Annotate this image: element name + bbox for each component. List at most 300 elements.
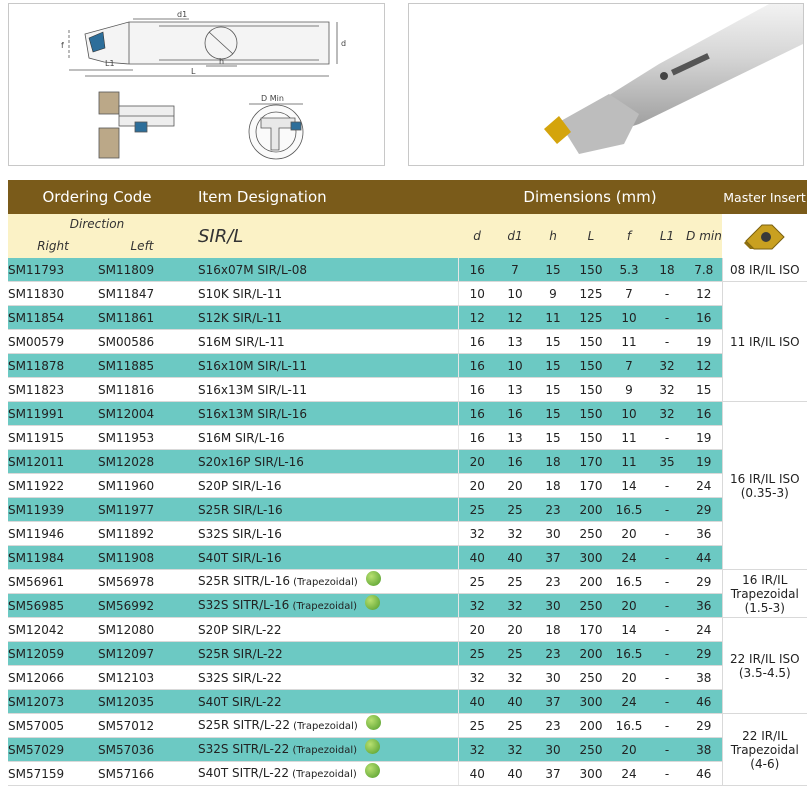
item-designation-cell xyxy=(186,666,458,690)
table-row xyxy=(8,546,807,570)
dim-dmin-cell: 7.8 xyxy=(686,258,722,282)
dim-d1-cell: 10 xyxy=(496,354,534,378)
item-designation-cell xyxy=(186,378,458,402)
table-row xyxy=(8,642,807,666)
dim-L1-cell: - xyxy=(648,498,686,522)
col-dmin-header: D min xyxy=(686,214,722,258)
dim-dmin-cell: 16 xyxy=(686,306,722,330)
dim-dmin-cell: 46 xyxy=(686,690,722,714)
dim-f-cell: 24 xyxy=(610,690,648,714)
left-code-cell: SM12097 xyxy=(98,642,186,666)
right-code-cell: SM12073 xyxy=(8,690,98,714)
table-body xyxy=(8,258,807,786)
right-header: Right xyxy=(8,234,98,258)
dim-dmin-cell: 19 xyxy=(686,426,722,450)
dim-d1-cell: 32 xyxy=(496,522,534,546)
dim-d1-cell: 13 xyxy=(496,330,534,354)
table-row xyxy=(8,762,807,786)
right-code-cell: SM11984 xyxy=(8,546,98,570)
green-circle-badge-icon xyxy=(365,763,380,778)
right-code-cell: SM57005 xyxy=(8,714,98,738)
specification-table xyxy=(8,180,807,786)
label-f: f xyxy=(61,41,64,50)
label-d1: d1 xyxy=(177,10,188,19)
dim-d1-cell: 25 xyxy=(496,642,534,666)
left-code-cell: SM12035 xyxy=(98,690,186,714)
dim-d1-cell: 32 xyxy=(496,594,534,618)
dim-L1-cell: - xyxy=(648,618,686,642)
dim-d1-cell: 25 xyxy=(496,498,534,522)
right-code-cell: SM11991 xyxy=(8,402,98,426)
dim-d-cell: 32 xyxy=(458,666,496,690)
trapezoidal-note: (Trapezoidal) xyxy=(289,745,358,756)
dim-L-cell: 250 xyxy=(572,594,610,618)
col-d1-header: d1 xyxy=(496,214,534,258)
green-circle-badge-icon xyxy=(365,595,380,610)
dim-h-cell: 15 xyxy=(534,378,572,402)
left-code-cell: SM11885 xyxy=(98,354,186,378)
item-designation-cell xyxy=(186,618,458,642)
master-insert-image xyxy=(722,214,807,258)
table-row xyxy=(8,354,807,378)
direction-header: Direction xyxy=(8,214,186,234)
dim-L1-cell: 32 xyxy=(648,378,686,402)
trapezoidal-note: (Trapezoidal) xyxy=(289,577,358,588)
table-row xyxy=(8,330,807,354)
dim-f-cell: 24 xyxy=(610,546,648,570)
dim-d1-cell: 25 xyxy=(496,714,534,738)
dim-f-cell: 20 xyxy=(610,666,648,690)
table-row xyxy=(8,618,807,642)
item-designation-cell xyxy=(186,738,458,762)
right-code-cell: SM00579 xyxy=(8,330,98,354)
trapezoidal-note: (Trapezoidal) xyxy=(289,601,358,612)
dim-dmin-cell: 16 xyxy=(686,402,722,426)
col-d-header: d xyxy=(458,214,496,258)
right-code-cell: SM56961 xyxy=(8,570,98,594)
dim-h-cell: 37 xyxy=(534,690,572,714)
dim-L1-cell: - xyxy=(648,738,686,762)
dim-L1-cell: - xyxy=(648,522,686,546)
dim-d-cell: 40 xyxy=(458,546,496,570)
right-code-cell: SM11915 xyxy=(8,426,98,450)
dim-L1-cell: - xyxy=(648,426,686,450)
item-designation-cell xyxy=(186,714,458,738)
dim-d-cell: 25 xyxy=(458,570,496,594)
dim-dmin-cell: 38 xyxy=(686,738,722,762)
dim-L1-cell: - xyxy=(648,474,686,498)
item-designation-cell xyxy=(186,546,458,570)
table-row xyxy=(8,570,807,594)
left-code-cell: SM12004 xyxy=(98,402,186,426)
dim-d1-cell: 7 xyxy=(496,258,534,282)
dim-h-cell: 23 xyxy=(534,570,572,594)
dim-f-cell: 20 xyxy=(610,522,648,546)
item-designation-cell xyxy=(186,258,458,282)
left-code-cell: SM11977 xyxy=(98,498,186,522)
left-code-cell: SM11960 xyxy=(98,474,186,498)
dim-L1-cell: - xyxy=(648,330,686,354)
item-designation-cell xyxy=(186,498,458,522)
item-designation-text: S25R SITR/L-16 xyxy=(198,574,290,588)
left-code-cell: SM56978 xyxy=(98,570,186,594)
dim-L-cell: 125 xyxy=(572,282,610,306)
dim-d-cell: 40 xyxy=(458,762,496,786)
dim-dmin-cell: 36 xyxy=(686,522,722,546)
dim-L1-cell: 32 xyxy=(648,402,686,426)
dim-L1-cell: - xyxy=(648,594,686,618)
item-designation-text: S25R SIR/L-22 xyxy=(198,646,283,661)
left-code-cell: SM11847 xyxy=(98,282,186,306)
dim-dmin-cell: 38 xyxy=(686,666,722,690)
dim-h-cell: 30 xyxy=(534,522,572,546)
dim-h-cell: 23 xyxy=(534,498,572,522)
dim-d-cell: 32 xyxy=(458,738,496,762)
table-row xyxy=(8,738,807,762)
dim-d1-cell: 20 xyxy=(496,474,534,498)
dim-dmin-cell: 29 xyxy=(686,642,722,666)
col-L-header: L xyxy=(572,214,610,258)
dim-dmin-cell: 19 xyxy=(686,330,722,354)
left-code-cell: SM57036 xyxy=(98,738,186,762)
item-designation-cell xyxy=(186,330,458,354)
dim-L-cell: 125 xyxy=(572,306,610,330)
item-designation-cell xyxy=(186,450,458,474)
header-row-primary xyxy=(8,180,807,214)
table-row xyxy=(8,474,807,498)
dim-d1-cell: 12 xyxy=(496,306,534,330)
dim-L-cell: 150 xyxy=(572,354,610,378)
dim-h-cell: 15 xyxy=(534,426,572,450)
right-code-cell: SM11946 xyxy=(8,522,98,546)
dim-L-cell: 170 xyxy=(572,474,610,498)
dim-d-cell: 12 xyxy=(458,306,496,330)
col-h-header: h xyxy=(534,214,572,258)
table-row xyxy=(8,714,807,738)
tool-photo xyxy=(408,3,804,166)
item-designation-cell xyxy=(186,762,458,786)
dim-h-cell: 15 xyxy=(534,330,572,354)
right-code-cell: SM11830 xyxy=(8,282,98,306)
dim-f-cell: 10 xyxy=(610,402,648,426)
dim-L-cell: 300 xyxy=(572,546,610,570)
dim-h-cell: 23 xyxy=(534,714,572,738)
dim-h-cell: 37 xyxy=(534,546,572,570)
left-code-cell: SM11892 xyxy=(98,522,186,546)
item-designation-text: S12K SIR/L-11 xyxy=(198,310,283,325)
right-code-cell: SM12011 xyxy=(8,450,98,474)
dim-dmin-cell: 24 xyxy=(686,474,722,498)
dim-f-cell: 7 xyxy=(610,354,648,378)
threading-insert-icon xyxy=(740,215,790,255)
dim-L-cell: 150 xyxy=(572,258,610,282)
dim-L1-cell: 18 xyxy=(648,258,686,282)
dim-d-cell: 25 xyxy=(458,714,496,738)
item-designation-text: S25R SITR/L-22 xyxy=(198,718,290,732)
dim-f-cell: 5.3 xyxy=(610,258,648,282)
dim-f-cell: 20 xyxy=(610,594,648,618)
label-h: h xyxy=(219,57,225,66)
dim-f-cell: 10 xyxy=(610,306,648,330)
right-code-cell: SM12066 xyxy=(8,666,98,690)
dim-dmin-cell: 44 xyxy=(686,546,722,570)
left-code-cell: SM12028 xyxy=(98,450,186,474)
green-circle-badge-icon xyxy=(366,715,381,730)
left-code-cell: SM11953 xyxy=(98,426,186,450)
dim-d1-cell: 16 xyxy=(496,402,534,426)
table-row xyxy=(8,306,807,330)
dim-dmin-cell: 29 xyxy=(686,498,722,522)
table-row xyxy=(8,402,807,426)
dim-f-cell: 16.5 xyxy=(610,642,648,666)
left-code-cell: SM57012 xyxy=(98,714,186,738)
item-designation-text: S10K SIR/L-11 xyxy=(198,286,283,301)
label-d: d xyxy=(341,39,347,48)
dim-h-cell: 15 xyxy=(534,354,572,378)
left-code-cell: SM12103 xyxy=(98,666,186,690)
dim-f-cell: 11 xyxy=(610,450,648,474)
dim-f-cell: 16.5 xyxy=(610,498,648,522)
dim-f-cell: 7 xyxy=(610,282,648,306)
table-row xyxy=(8,426,807,450)
dim-L-cell: 250 xyxy=(572,522,610,546)
dim-L1-cell: - xyxy=(648,690,686,714)
dim-h-cell: 18 xyxy=(534,474,572,498)
green-circle-badge-icon xyxy=(366,571,381,586)
dim-d1-cell: 40 xyxy=(496,546,534,570)
dim-h-cell: 30 xyxy=(534,666,572,690)
item-designation-header: Item Designation xyxy=(186,180,458,214)
dim-d-cell: 10 xyxy=(458,282,496,306)
dim-dmin-cell: 19 xyxy=(686,450,722,474)
dim-h-cell: 15 xyxy=(534,402,572,426)
item-designation-text: S40T SIR/L-22 xyxy=(198,694,282,709)
item-designation-cell xyxy=(186,642,458,666)
dim-f-cell: 14 xyxy=(610,474,648,498)
dim-L1-cell: 32 xyxy=(648,354,686,378)
left-code-cell: SM12080 xyxy=(98,618,186,642)
dim-h-cell: 30 xyxy=(534,738,572,762)
item-designation-cell xyxy=(186,474,458,498)
item-designation-text: S20P SIR/L-22 xyxy=(198,622,282,637)
table-row xyxy=(8,666,807,690)
dim-h-cell: 11 xyxy=(534,306,572,330)
dim-L-cell: 250 xyxy=(572,738,610,762)
item-designation-text: S32S SITR/L-22 xyxy=(198,742,290,756)
table-row xyxy=(8,498,807,522)
dim-d-cell: 16 xyxy=(458,258,496,282)
dim-d1-cell: 16 xyxy=(496,450,534,474)
dim-L1-cell: - xyxy=(648,642,686,666)
dim-L-cell: 150 xyxy=(572,426,610,450)
table-row xyxy=(8,258,807,282)
dim-L-cell: 170 xyxy=(572,450,610,474)
dim-h-cell: 23 xyxy=(534,642,572,666)
item-designation-text: S32S SIR/L-22 xyxy=(198,670,282,685)
col-f-header: f xyxy=(610,214,648,258)
right-code-cell: SM11823 xyxy=(8,378,98,402)
item-designation-text: S16x07M SIR/L-08 xyxy=(198,262,308,277)
dim-L-cell: 150 xyxy=(572,330,610,354)
dim-h-cell: 18 xyxy=(534,450,572,474)
dim-d-cell: 20 xyxy=(458,450,496,474)
master-insert-cell: 11 IR/IL ISO xyxy=(722,282,807,402)
left-code-cell: SM11809 xyxy=(98,258,186,282)
tool-dimension-diagram xyxy=(8,3,385,166)
item-designation-text: S16x10M SIR/L-11 xyxy=(198,358,308,373)
table-row xyxy=(8,594,807,618)
tool-photo-svg xyxy=(409,4,803,165)
table-row xyxy=(8,522,807,546)
left-code-cell: SM57166 xyxy=(98,762,186,786)
header-row-direction xyxy=(8,214,807,234)
dim-d-cell: 20 xyxy=(458,618,496,642)
dim-d1-cell: 32 xyxy=(496,738,534,762)
dim-L-cell: 250 xyxy=(572,666,610,690)
master-insert-cell: 22 IR/IL Trapezoidal (4-6) xyxy=(722,714,807,786)
dim-dmin-cell: 36 xyxy=(686,594,722,618)
item-designation-text: S20P SIR/L-16 xyxy=(198,478,282,493)
trapezoidal-note: (Trapezoidal) xyxy=(288,769,357,780)
dim-L1-cell: - xyxy=(648,762,686,786)
left-code-cell: SM00586 xyxy=(98,330,186,354)
item-designation-cell xyxy=(186,306,458,330)
dim-d-cell: 20 xyxy=(458,474,496,498)
right-code-cell: SM12042 xyxy=(8,618,98,642)
label-L1: L1 xyxy=(105,59,115,68)
left-code-cell: SM11908 xyxy=(98,546,186,570)
item-designation-text: S16M SIR/L-11 xyxy=(198,334,285,349)
green-circle-badge-icon xyxy=(365,739,380,754)
item-designation-text: S16x13M SIR/L-16 xyxy=(198,406,308,421)
dim-L-cell: 150 xyxy=(572,378,610,402)
table-row xyxy=(8,450,807,474)
master-insert-cell: 22 IR/IL ISO (3.5-4.5) xyxy=(722,618,807,714)
dim-d-cell: 32 xyxy=(458,594,496,618)
dim-f-cell: 11 xyxy=(610,330,648,354)
dim-d1-cell: 20 xyxy=(496,618,534,642)
left-header: Left xyxy=(98,234,186,258)
item-designation-text: S32S SIR/L-16 xyxy=(198,526,282,541)
dim-f-cell: 9 xyxy=(610,378,648,402)
right-code-cell: SM11878 xyxy=(8,354,98,378)
item-designation-text: S20x16P SIR/L-16 xyxy=(198,454,304,469)
dim-L-cell: 300 xyxy=(572,690,610,714)
dim-d-cell: 16 xyxy=(458,354,496,378)
dim-dmin-cell: 46 xyxy=(686,762,722,786)
item-designation-text: S40T SITR/L-22 xyxy=(198,766,289,780)
dim-d-cell: 25 xyxy=(458,642,496,666)
dim-L1-cell: - xyxy=(648,306,686,330)
dim-L-cell: 200 xyxy=(572,570,610,594)
item-designation-cell xyxy=(186,594,458,618)
item-designation-text: S16x13M SIR/L-11 xyxy=(198,382,308,397)
col-L1-header: L1 xyxy=(648,214,686,258)
dim-d-cell: 16 xyxy=(458,426,496,450)
master-insert-cell: 16 IR/IL ISO (0.35-3) xyxy=(722,402,807,570)
dim-h-cell: 30 xyxy=(534,594,572,618)
item-designation-cell xyxy=(186,426,458,450)
item-designation-cell xyxy=(186,522,458,546)
sir-l-header: SIR/L xyxy=(186,214,458,258)
item-designation-text: S25R SIR/L-16 xyxy=(198,502,283,517)
dim-f-cell: 20 xyxy=(610,738,648,762)
dim-L-cell: 150 xyxy=(572,402,610,426)
right-code-cell: SM11922 xyxy=(8,474,98,498)
dim-L-cell: 200 xyxy=(572,498,610,522)
dim-L1-cell: - xyxy=(648,282,686,306)
dim-L-cell: 200 xyxy=(572,714,610,738)
dim-dmin-cell: 29 xyxy=(686,570,722,594)
trapezoidal-note: (Trapezoidal) xyxy=(289,721,358,732)
dim-L1-cell: 35 xyxy=(648,450,686,474)
dim-dmin-cell: 15 xyxy=(686,378,722,402)
dim-f-cell: 16.5 xyxy=(610,570,648,594)
left-code-cell: SM11816 xyxy=(98,378,186,402)
right-code-cell: SM12059 xyxy=(8,642,98,666)
dim-d-cell: 16 xyxy=(458,378,496,402)
dim-f-cell: 16.5 xyxy=(610,714,648,738)
right-code-cell: SM57159 xyxy=(8,762,98,786)
dim-d1-cell: 10 xyxy=(496,282,534,306)
right-code-cell: SM11854 xyxy=(8,306,98,330)
dim-f-cell: 14 xyxy=(610,618,648,642)
dimensions-header: Dimensions (mm) xyxy=(458,180,722,214)
left-code-cell: SM11861 xyxy=(98,306,186,330)
dim-dmin-cell: 29 xyxy=(686,714,722,738)
dim-d1-cell: 13 xyxy=(496,426,534,450)
item-designation-cell xyxy=(186,282,458,306)
dim-d1-cell: 25 xyxy=(496,570,534,594)
dim-dmin-cell: 12 xyxy=(686,354,722,378)
dim-d-cell: 25 xyxy=(458,498,496,522)
dim-h-cell: 15 xyxy=(534,258,572,282)
dim-L1-cell: - xyxy=(648,666,686,690)
dim-dmin-cell: 12 xyxy=(686,282,722,306)
dim-L-cell: 300 xyxy=(572,762,610,786)
table-row xyxy=(8,282,807,306)
right-code-cell: SM57029 xyxy=(8,738,98,762)
dim-d1-cell: 13 xyxy=(496,378,534,402)
dim-d-cell: 40 xyxy=(458,690,496,714)
right-code-cell: SM11793 xyxy=(8,258,98,282)
dim-d-cell: 16 xyxy=(458,330,496,354)
dim-L-cell: 170 xyxy=(572,618,610,642)
dim-d-cell: 16 xyxy=(458,402,496,426)
label-dmin: D Min xyxy=(261,94,284,103)
right-code-cell: SM56985 xyxy=(8,594,98,618)
item-designation-text: S32S SITR/L-16 xyxy=(198,598,290,612)
master-insert-cell: 08 IR/IL ISO xyxy=(722,258,807,282)
dim-L-cell: 200 xyxy=(572,642,610,666)
item-designation-cell xyxy=(186,354,458,378)
left-code-cell: SM56992 xyxy=(98,594,186,618)
ordering-code-header: Ordering Code xyxy=(8,180,186,214)
master-insert-cell: 16 IR/IL Trapezoidal (1.5-3) xyxy=(722,570,807,618)
dim-h-cell: 18 xyxy=(534,618,572,642)
dim-L1-cell: - xyxy=(648,546,686,570)
item-designation-cell xyxy=(186,570,458,594)
item-designation-text: S16M SIR/L-16 xyxy=(198,430,285,445)
dim-d1-cell: 40 xyxy=(496,762,534,786)
dim-h-cell: 9 xyxy=(534,282,572,306)
tool-drawing-svg xyxy=(9,4,384,165)
table-row xyxy=(8,690,807,714)
dim-f-cell: 24 xyxy=(610,762,648,786)
dim-dmin-cell: 24 xyxy=(686,618,722,642)
table-row xyxy=(8,378,807,402)
dim-d1-cell: 32 xyxy=(496,666,534,690)
